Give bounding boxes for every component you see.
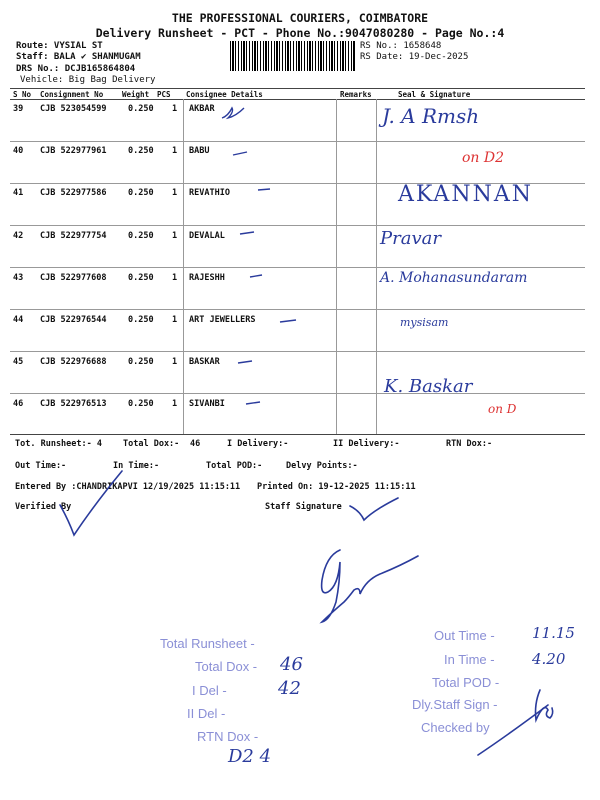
out-time: Out Time:- bbox=[15, 461, 67, 471]
row-pcs: 1 bbox=[172, 188, 178, 198]
signature-row-39: J. A Rmsh bbox=[382, 104, 480, 128]
entered-by: Entered By :CHANDRIKAPVI 12/19/2025 11:15:11 bbox=[15, 482, 241, 492]
stamp-total-runsheet: Total Runsheet - bbox=[160, 636, 255, 651]
signature-row-40: on D2 bbox=[462, 150, 505, 166]
i-delivery: I Delivery:- bbox=[227, 439, 289, 449]
signature-row-44: mysisam bbox=[400, 316, 449, 329]
row-sno: 40 bbox=[13, 146, 24, 156]
delvy-points: Delvy Points:- bbox=[286, 461, 358, 471]
stamp-ii-del: II Del - bbox=[187, 706, 226, 721]
hand-total-dox: 46 bbox=[280, 654, 303, 675]
row-sno: 39 bbox=[13, 104, 24, 114]
row-sno: 42 bbox=[13, 231, 24, 241]
row-weight: 0.250 bbox=[128, 231, 154, 241]
stamp-checked-by: Checked by bbox=[421, 720, 490, 735]
route-label: Route: VYSIAL ST bbox=[16, 41, 103, 51]
row-sno: 44 bbox=[13, 315, 24, 325]
row-pcs: 1 bbox=[172, 399, 178, 409]
row-consignee: REVATHIO bbox=[189, 188, 230, 198]
row-consignment-no: CJB 522977608 bbox=[40, 273, 107, 283]
row-consignee: RAJESHH bbox=[189, 273, 225, 283]
row-weight: 0.250 bbox=[128, 104, 154, 114]
rs-date: RS Date: 19-Dec-2025 bbox=[360, 52, 469, 62]
in-time: In Time:- bbox=[113, 461, 160, 471]
row-consignee: ART JEWELLERS bbox=[189, 315, 256, 325]
col-consignee: Consignee Details bbox=[186, 90, 263, 99]
hand-out-time: 11.15 bbox=[532, 624, 575, 642]
row-sno: 43 bbox=[13, 273, 24, 283]
signature-row-41: AKANNAN bbox=[398, 182, 533, 207]
col-consignment: Consignment No bbox=[40, 90, 104, 99]
col-weight: Weight bbox=[122, 90, 150, 99]
drs-number: DRS No.: DCJB165864804 bbox=[16, 64, 136, 74]
col-seal-signature: Seal & Signature bbox=[398, 90, 471, 99]
row-weight: 0.250 bbox=[128, 357, 154, 367]
row-consignment-no: CJB 522976544 bbox=[40, 315, 107, 325]
hand-rtn-dox: D2 4 bbox=[228, 746, 272, 767]
rs-number: RS No.: 1658648 bbox=[360, 41, 442, 51]
staff-label: Staff: BALA ✔ SHANMUGAM bbox=[16, 52, 141, 62]
row-consignee: AKBAR bbox=[189, 104, 215, 114]
total-dox-label: Total Dox:- bbox=[123, 439, 180, 449]
row-consignment-no: CJB 522977586 bbox=[40, 188, 107, 198]
row-sno: 45 bbox=[13, 357, 24, 367]
row-pcs: 1 bbox=[172, 146, 178, 156]
tot-runsheet: Tot. Runsheet:- 4 bbox=[15, 439, 102, 449]
total-pod: Total POD:- bbox=[206, 461, 263, 471]
col-pcs: PCS bbox=[157, 90, 171, 99]
row-consignment-no: CJB 522976688 bbox=[40, 357, 107, 367]
row-pcs: 1 bbox=[172, 273, 178, 283]
row-weight: 0.250 bbox=[128, 146, 154, 156]
row-weight: 0.250 bbox=[128, 315, 154, 325]
rtn-dox: RTN Dox:- bbox=[446, 439, 493, 449]
col-remarks: Remarks bbox=[340, 90, 372, 99]
row-consignment-no: CJB 522977754 bbox=[40, 231, 107, 241]
row-consignee: SIVANBI bbox=[189, 399, 225, 409]
signature-row-46: K. Baskar bbox=[384, 376, 473, 397]
row-pcs: 1 bbox=[172, 315, 178, 325]
signature-row-42: Pravar bbox=[380, 228, 441, 249]
hand-i-del: 42 bbox=[278, 678, 301, 699]
row-sno: 41 bbox=[13, 188, 24, 198]
row-pcs: 1 bbox=[172, 231, 178, 241]
col-sno: S No bbox=[13, 90, 32, 99]
row-consignment-no: CJB 522977961 bbox=[40, 146, 107, 156]
row-consignee: BASKAR bbox=[189, 357, 220, 367]
row-consignment-no: CJB 522976513 bbox=[40, 399, 107, 409]
stamp-dly-staff-sign: Dly.Staff Sign - bbox=[412, 697, 498, 712]
verified-by: Verified By bbox=[15, 502, 72, 512]
stamp-total-dox: Total Dox - bbox=[195, 659, 258, 674]
row-weight: 0.250 bbox=[128, 273, 154, 283]
row-sno: 46 bbox=[13, 399, 24, 409]
staff-signature-label: Staff Signature bbox=[265, 502, 342, 512]
row-weight: 0.250 bbox=[128, 188, 154, 198]
stamp-total-pod: Total POD - bbox=[432, 675, 500, 690]
printed-on: Printed On: 19-12-2025 11:15:11 bbox=[257, 482, 416, 492]
row-consignee: BABU bbox=[189, 146, 210, 156]
signature-row-46-note: on D bbox=[488, 402, 517, 416]
stamp-out-time: Out Time - bbox=[434, 628, 495, 643]
row-weight: 0.250 bbox=[128, 399, 154, 409]
stamp-rtn-dox: RTN Dox - bbox=[197, 729, 259, 744]
row-pcs: 1 bbox=[172, 104, 178, 114]
company-title: THE PROFESSIONAL COURIERS, COIMBATORE bbox=[171, 11, 429, 25]
ii-delivery: II Delivery:- bbox=[333, 439, 400, 449]
runsheet-subtitle: Delivery Runsheet - PCT - Phone No.:9047080280 - Page No.:4 bbox=[95, 26, 505, 40]
row-pcs: 1 bbox=[172, 357, 178, 367]
stamp-in-time: In Time - bbox=[444, 652, 495, 667]
hand-in-time: 4.20 bbox=[532, 650, 566, 668]
vehicle-label: Vehicle: Big Bag Delivery bbox=[20, 75, 156, 85]
row-consignee: DEVALAL bbox=[189, 231, 225, 241]
signature-row-43: A. Mohanasundaram bbox=[380, 270, 528, 286]
total-dox-value: 46 bbox=[190, 439, 201, 449]
stamp-i-del: I Del - bbox=[192, 683, 227, 698]
row-consignment-no: CJB 523054599 bbox=[40, 104, 107, 114]
